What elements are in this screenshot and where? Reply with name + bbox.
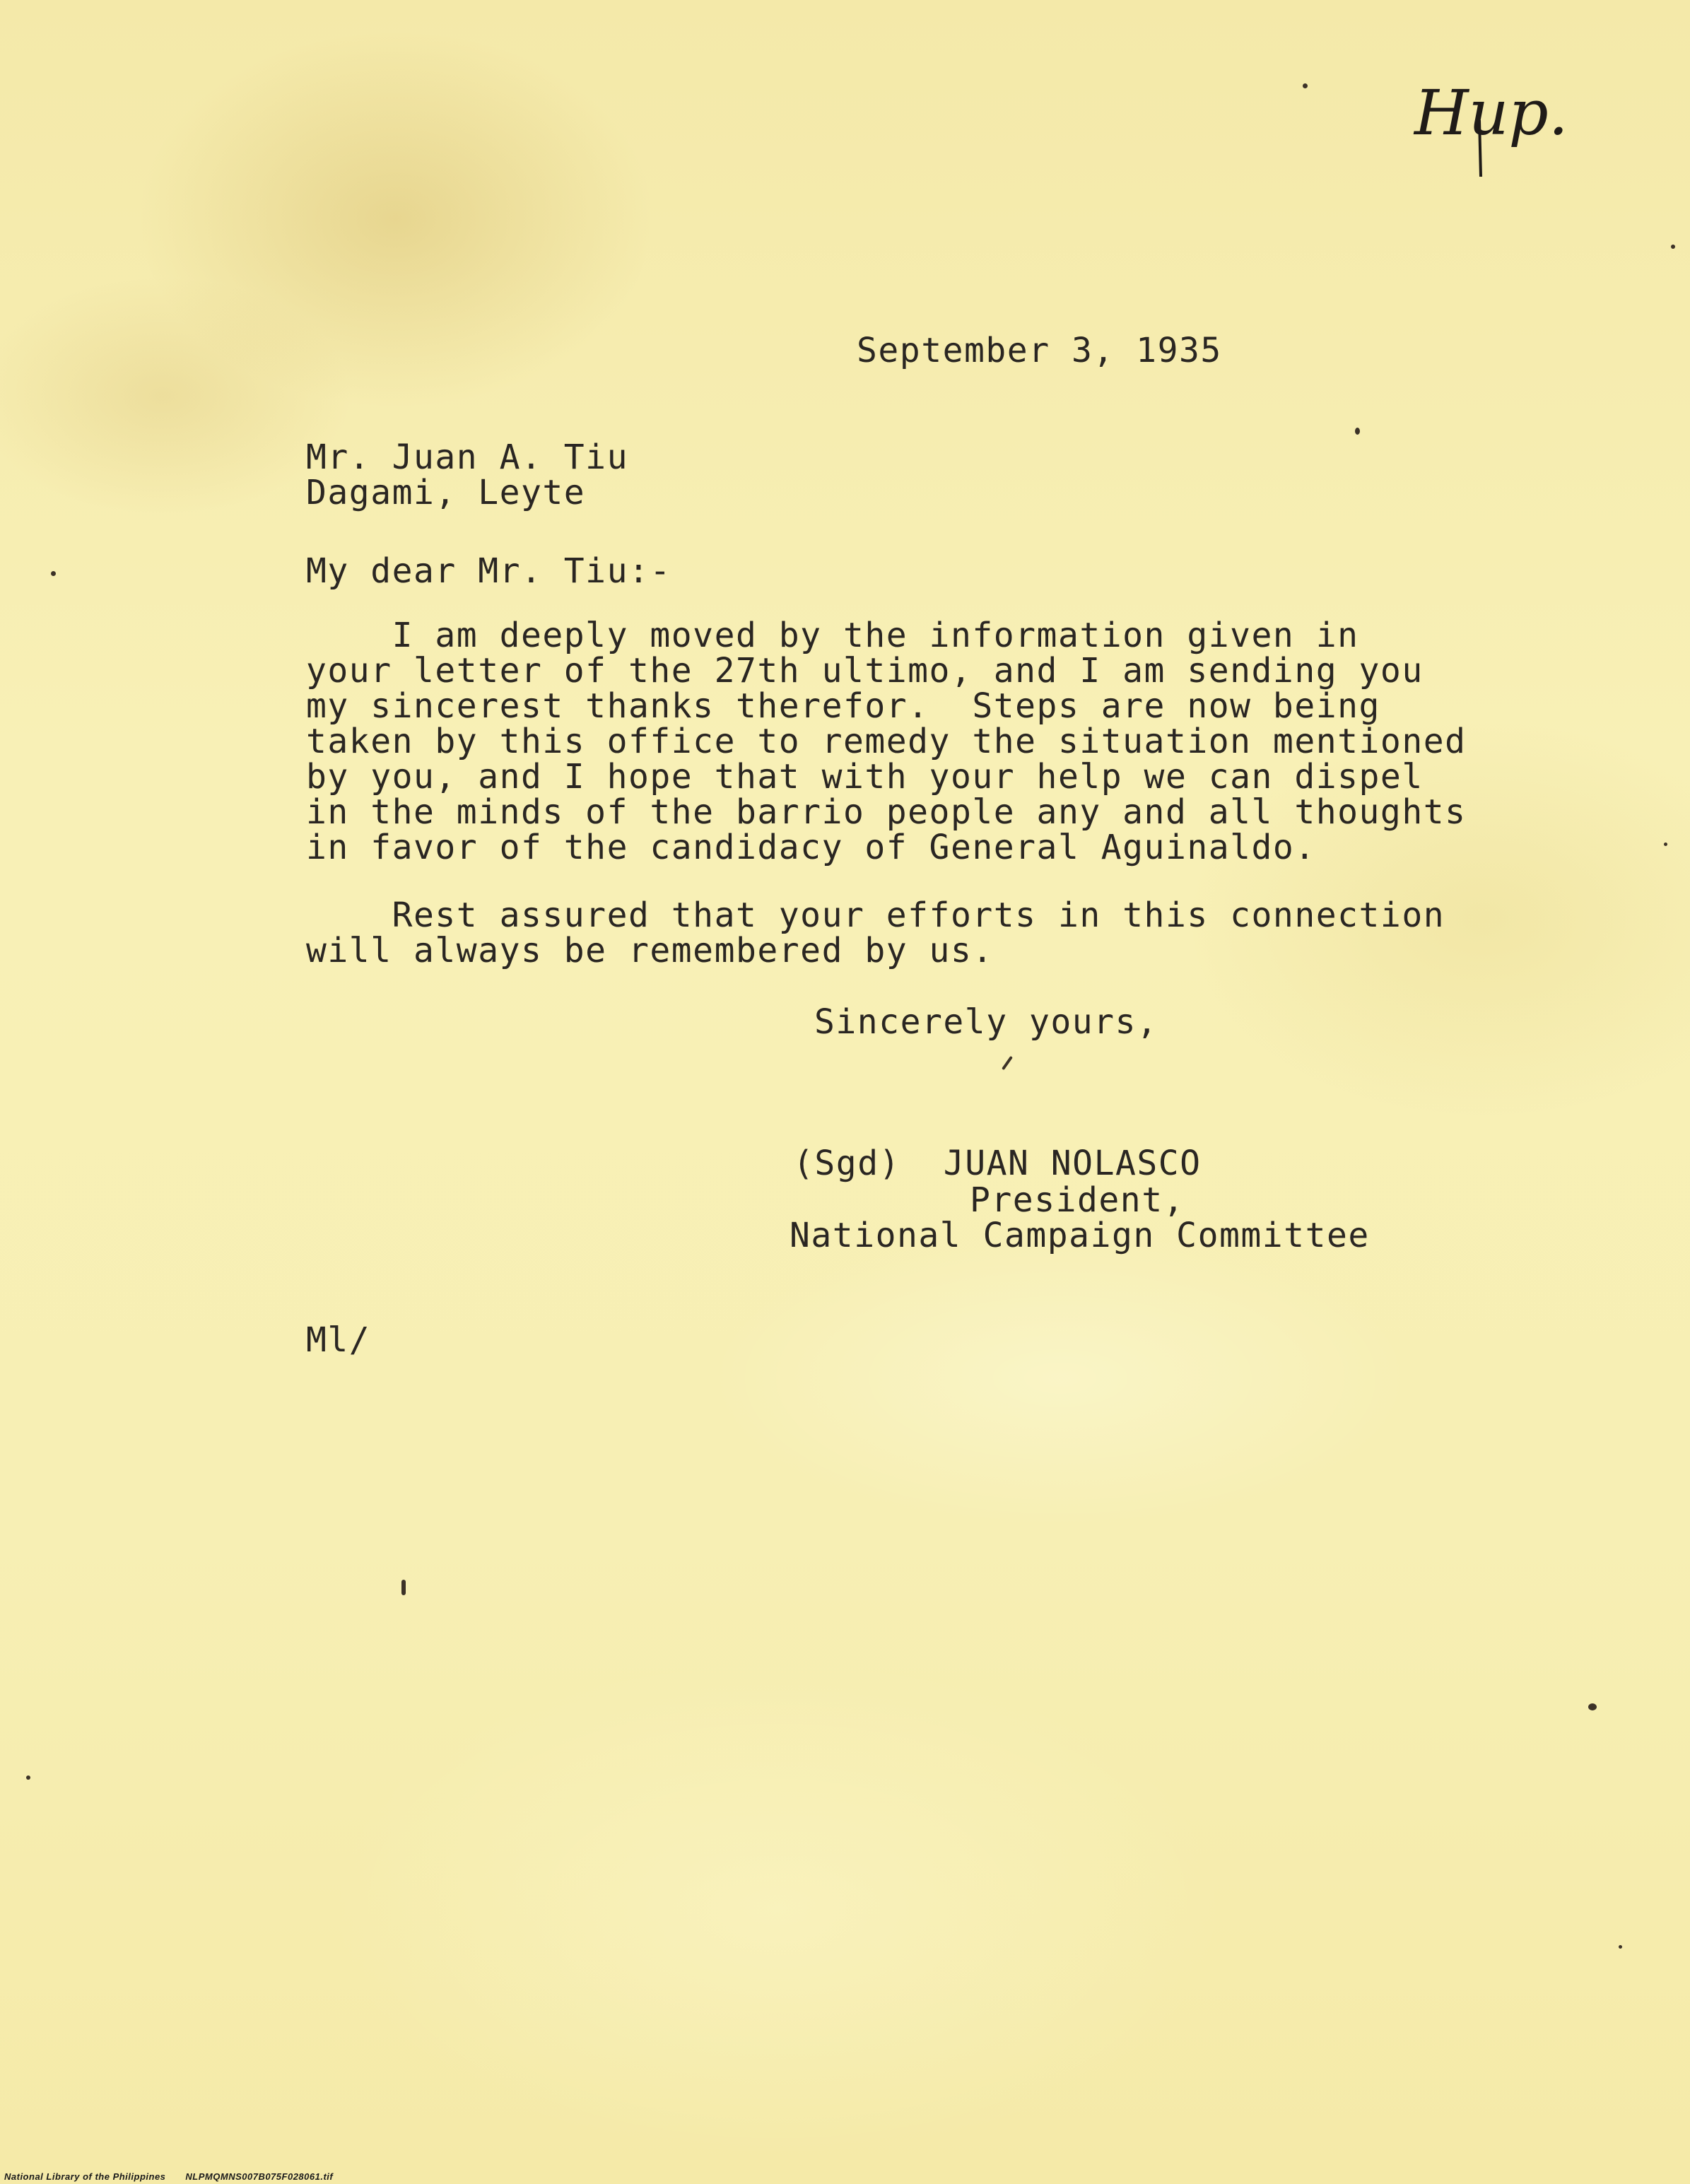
recipient-name: Mr. Juan A. Tiu <box>306 438 628 477</box>
typist-initials: Ml/ <box>306 1320 371 1360</box>
scan-footer <box>4 2171 333 2182</box>
footer-library: National Library of the Philippines <box>4 2171 166 2182</box>
paper-speck <box>1619 1945 1622 1949</box>
recipient-location: Dagami, Leyte <box>306 473 586 512</box>
paper-speck <box>51 571 56 576</box>
body-line: my sincerest thanks therefor. Steps are now being <box>306 686 1380 726</box>
recipient-address <box>306 440 628 510</box>
body-line: in favor of the candidacy of General Aguinaldo. <box>306 828 1316 867</box>
signature-title: President, <box>970 1180 1185 1220</box>
paper-speck <box>26 1775 30 1780</box>
body-line: taken by this office to remedy the situation mentioned <box>306 722 1467 761</box>
paper-speck <box>401 1580 406 1595</box>
body-line: I am deeply moved by the information given in <box>306 616 1359 655</box>
body-line: Rest assured that your efforts in this connection <box>306 896 1445 935</box>
paper-speck <box>1671 245 1675 249</box>
body-paragraph-1 <box>306 618 1467 865</box>
footer-filename: NLPMQMNS007B075F028061.tif <box>185 2171 334 2182</box>
body-line: your letter of the 27th ultimo, and I am sending you <box>306 651 1424 691</box>
signature-name: (Sgd) JUAN NOLASCO <box>793 1144 1202 1183</box>
signature-organization: National Campaign Committee <box>790 1216 1370 1255</box>
handwritten-note-text: Hup. <box>1414 76 1568 149</box>
body-line: in the minds of the barrio people any and all thoughts <box>306 792 1467 832</box>
paper-speck <box>1303 83 1308 88</box>
closing: Sincerely yours, <box>814 1002 1158 1042</box>
paper-speck <box>1355 428 1360 435</box>
handwritten-annotation <box>1410 57 1568 191</box>
paper-speck <box>1588 1703 1597 1710</box>
body-line: by you, and I hope that with your help we can dispel <box>306 757 1424 797</box>
body-paragraph-2 <box>306 898 1445 968</box>
body-line: will always be remembered by us. <box>306 931 994 970</box>
paper-speck <box>1002 1056 1013 1070</box>
paper-speck <box>1664 843 1667 846</box>
letter-date: September 3, 1935 <box>857 331 1222 370</box>
salutation: My dear Mr. Tiu:- <box>306 551 671 591</box>
